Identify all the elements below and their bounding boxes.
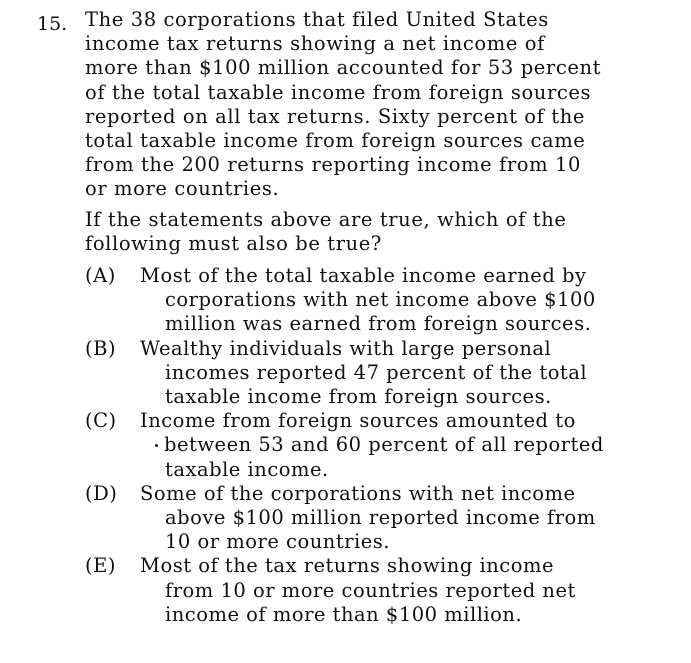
choice-line: Wealthy individuals with large personal — [140, 336, 552, 360]
choice-letter: (B) — [85, 336, 117, 360]
choice-letter: (D) — [85, 481, 118, 505]
choice-line: Some of the corporations with net income — [140, 481, 576, 505]
choice-line: Income from foreign sources amounted to — [140, 409, 576, 433]
choice-line: 10 or more countries. — [165, 530, 390, 554]
prompt-line: If the statements above are true, which of the — [85, 208, 567, 231]
answer-choices — [85, 264, 675, 627]
choice-a[interactable] — [85, 264, 675, 337]
stray-mark — [155, 444, 158, 447]
question-number: 15. — [37, 13, 68, 35]
stem-line: from the 200 returns reporting income from 10 — [85, 153, 582, 177]
question-prompt — [85, 208, 675, 256]
choice-line: above $100 million reported income from — [165, 506, 596, 530]
choice-e[interactable] — [85, 554, 675, 627]
choice-b[interactable] — [85, 337, 675, 410]
choice-letter: (C) — [85, 409, 117, 433]
choice-line-text: between 53 and 60 percent of all reported — [164, 433, 604, 457]
choice-line: from 10 or more countries reported net — [165, 578, 576, 602]
stem-line: income tax returns showing a net income of — [85, 32, 545, 56]
stem-line: more than $100 million accounted for 53 percent — [85, 56, 602, 80]
stem-line: total taxable income from foreign sources came — [85, 129, 586, 153]
stem-line: or more countries. — [85, 177, 280, 201]
stem-line: of the total taxable income from foreign sources — [85, 80, 592, 104]
choice-line: taxable income from foreign sources. — [165, 385, 552, 409]
choice-line: income of more than $100 million. — [165, 602, 523, 626]
choice-letter: (E) — [85, 554, 116, 578]
prompt-line: following must also be true? — [85, 232, 382, 256]
choice-line: Most of the total taxable income earned by — [140, 264, 587, 287]
choice-line: incomes reported 47 percent of the total — [165, 360, 588, 384]
stem-line: The 38 corporations that filed United States — [85, 8, 549, 31]
choice-letter: (A) — [85, 264, 116, 287]
choice-c[interactable] — [85, 409, 675, 482]
choice-d[interactable] — [85, 482, 675, 555]
stem-line: reported on all tax returns. Sixty percent of the — [85, 104, 585, 128]
choice-line: taxable income. — [165, 457, 329, 481]
choice-line: million was earned from foreign sources. — [165, 312, 592, 336]
question-stem — [85, 8, 675, 202]
choice-line: Most of the tax returns showing income — [140, 554, 554, 578]
choice-line: corporations with net income above $100 — [165, 288, 596, 312]
choice-line-with-mark — [140, 433, 675, 457]
